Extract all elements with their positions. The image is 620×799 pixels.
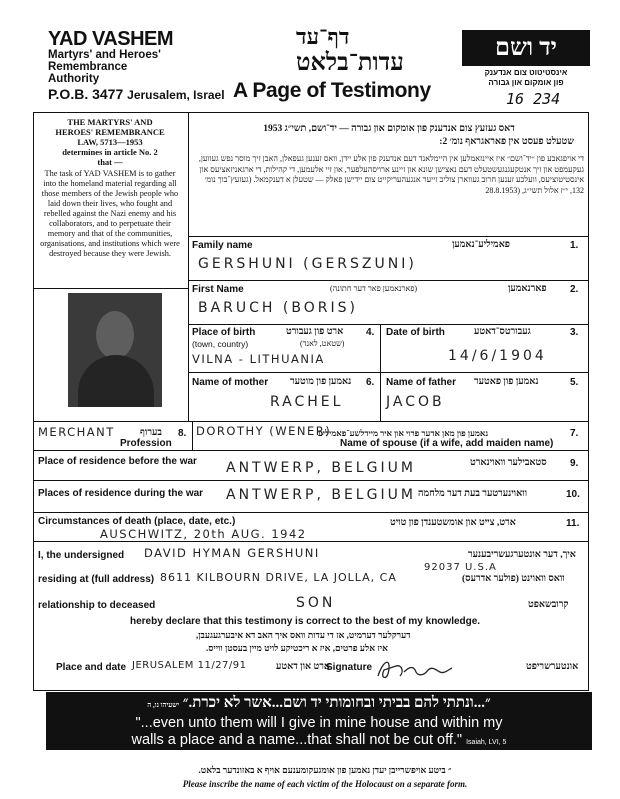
law-line-4: determines in article No. 2 (62, 147, 158, 157)
logo-subtitle-1: אינסטיטוט צום אנדענק (484, 68, 568, 77)
victim-photo (68, 293, 162, 407)
scripture-english-2-text: walls a place and a name...that shall not be cut off." (131, 732, 463, 748)
row-divider-1 (188, 236, 589, 237)
mother-name-label: Name of mother (192, 377, 269, 388)
separate-form-note-yiddish: ״ ביטע אויפשרייבן יעדן נאמען פון אומגעקומענעם אויף א באזונדער בלאט. (198, 765, 452, 775)
field-11-number: 11. (566, 518, 580, 529)
field-3-number: 3. (570, 327, 579, 338)
hebrew-title-2: עדות־בלאט (296, 50, 404, 76)
place-date-value[interactable]: JERUSALEM 11/27/91 (132, 660, 247, 671)
law-heading-yiddish: דאס געזעץ צום אנדענק פון אומקום און גבורה — יד־ושם, תשי״ג 1953 (263, 124, 515, 134)
org-address (48, 86, 225, 102)
scripture-english-ref: Isaiah, LVI, 5 (466, 739, 507, 746)
date-of-birth-value[interactable]: 14/6/1904 (448, 348, 547, 364)
father-name-label: Name of father (386, 377, 457, 388)
photo-shoulders (78, 355, 154, 407)
page-title: A Page of Testimony (233, 79, 431, 102)
residence-before-war-label: Place of residence before the war (38, 456, 197, 467)
undersigned-value[interactable]: DAVID HYMAN GERSHUNI (144, 546, 320, 560)
org-subtitle-2: Remembrance (48, 61, 128, 73)
field-9-number: 9. (570, 458, 579, 469)
zip-value[interactable]: 92037 U.S.A (424, 562, 497, 573)
field-8-number: 8. (178, 428, 187, 439)
place-of-birth-value[interactable]: VILNA - LITHUANIA (192, 352, 325, 366)
profession-label: Profession (120, 438, 172, 449)
place-of-birth-label: Place of birth (192, 327, 256, 338)
spouse-name-label: Name of spouse (if a wife, add maiden name) (340, 438, 554, 449)
place-of-birth-sublabel: (town, country) (192, 339, 249, 349)
row-divider-2 (188, 280, 589, 281)
first-name-value[interactable]: BARUCH (BORIS) (198, 300, 358, 316)
place-date-label-yiddish: ארט און דאטע (276, 662, 330, 672)
profession-value[interactable]: MERCHANT (38, 425, 115, 439)
date-of-birth-label: Date of birth (386, 327, 445, 338)
address-label: residing at (full address) (38, 574, 155, 585)
row-divider-4 (188, 372, 589, 373)
separate-form-note: Please inscribe the name of each victim of the Holocaust on a separate form. (182, 779, 468, 789)
logo-subtitle (458, 68, 594, 88)
law-paragraph-yiddish (194, 154, 584, 196)
organization-name (48, 29, 248, 85)
law-line-3: LAW, 5713—1953 (77, 137, 143, 147)
undersigned-label: I, the undersigned (38, 550, 125, 561)
relationship-value[interactable]: SON (296, 595, 336, 611)
residence-during-war-label-yiddish: וואוינערטער בעת דער מלחמה (418, 489, 528, 499)
mother-name-label-yiddish: נאמען פון מוטער (290, 377, 352, 387)
field-4-number: 4. (366, 327, 375, 338)
pob: P.O.B. 3477 (48, 86, 124, 102)
residence-before-war-value[interactable]: ANTWERP, BELGIUM (226, 460, 416, 476)
yad-vashem-logo: יד ושם (462, 30, 590, 66)
org-title: YAD VASHEM (48, 28, 174, 50)
scripture-hebrew-text: ״...ונתתי להם בביתי ובחומותי יד ושם...אשר לא יכרת.״ (182, 695, 491, 711)
row-divider-7 (33, 480, 589, 481)
law-subheading-yiddish: שטעלט פעסט אין פאראגראף נומ׳ 2: (439, 137, 574, 147)
family-name-value[interactable]: GERSHUNI (GERSZUNI) (198, 256, 417, 272)
row-divider-9 (33, 541, 589, 542)
father-name-value[interactable]: JACOB (386, 394, 445, 410)
residence-during-war-value[interactable]: ANTWERP, BELGIUM (226, 487, 416, 503)
signature-mark (374, 656, 454, 682)
signature-label: Signature (326, 662, 373, 673)
hebrew-title-1: דף־עד (296, 24, 350, 49)
date-of-birth-label-yiddish: געבורטס־דאטע (474, 327, 531, 337)
archive-number: 16 234 (506, 90, 561, 108)
circumstances-of-death-label-yiddish: ארט, צייט און אומשטענדן פון טויט (390, 518, 516, 528)
law-paragraph-text: די אויפגאבע פון ״יד־ושם״ איז איינזאמלען אין היימלאנד דעם אנדענק פון אלע יידן, וואס זענען געפאלן, האבן זיך מוסר נפש געווען, געקעמפט און זיך אנטקעגנגעשטעלט דעם נאצישן שונא און זיינע ארויסהעלפער, און זיי אלעמען, די קהילות, די ארגאניזאציעס און אינסטיטוציעס, וועלכע זענען חרוב געווארן צוליב זייער אנגעהעריקייט צום יידישן פאלק — שטעלן א דענקמאל. (198, 154, 584, 184)
scripture-english-1: "...even unto them will I give in mine house and within my (135, 715, 503, 731)
row-divider-3 (188, 324, 589, 325)
scripture-english-2 (46, 732, 592, 748)
declaration-yiddish-2: איז אלע פרטים, איז א ריכטיקע לויט מיין בעסטן ווייס. (206, 643, 388, 653)
profession-label-yiddish: בערוף (140, 428, 162, 438)
logo-subtitle-2: פון אומקום און גבורה (488, 78, 564, 87)
row-divider-5 (33, 421, 589, 422)
law-text: The task of YAD VASHEM is to gather into the homeland material regarding all those members of the Jewish people who laid down their lives, who fought and rebelled against the Nazi enemy and his collaborators, and to perpetuate their memory and that of the communities, organisations, and institutions which were destroyed because they were Jewish. (40, 169, 180, 258)
field-6-number: 6. (366, 377, 375, 388)
family-name-label: Family name (192, 240, 253, 251)
first-name-label-yiddish-sub: (פארנאמען פאר דער חתונה) (330, 284, 418, 293)
row-divider-6 (33, 450, 589, 451)
org-subtitle-1: Martyrs' and Heroes' (48, 49, 161, 61)
family-name-label-yiddish: פאמיליע־נאמען (452, 240, 510, 250)
first-name-label-yiddish: פארנאמען (508, 284, 547, 294)
relationship-label-yiddish: קרובשאפט (528, 600, 569, 610)
address-label-yiddish: וואס וואוינט (פולער אדרעס) (462, 574, 565, 584)
law-line-1: THE MARTYRS' AND (67, 117, 153, 127)
row-divider-8 (33, 512, 589, 513)
photo-face (96, 311, 134, 359)
first-name-label: First Name (192, 284, 244, 295)
org-subtitle-3: Authority (48, 73, 100, 85)
relationship-label: relationship to deceased (38, 600, 156, 611)
law-paragraph-citation: (געזעץ־בוך נומ׳ 132, י״ז אלול תשי״ג, (28.8.1953 (204, 175, 584, 195)
circumstances-of-death-value[interactable]: AUSCHWITZ, 20th AUG. 1942 (100, 527, 307, 541)
scripture-hebrew (46, 695, 592, 712)
place-of-birth-label-yiddish: ארט פון געבורט (286, 327, 344, 337)
scripture-band (46, 692, 592, 750)
signature-label-yiddish: אונטערשריפט (526, 662, 579, 672)
mother-name-value[interactable]: RACHEL (270, 394, 344, 410)
place-date-label: Place and date (56, 662, 127, 673)
field-1-number: 1. (570, 240, 579, 251)
field-2-number: 2. (570, 284, 579, 295)
spouse-name-value[interactable]: DOROTHY (WENER) (196, 424, 332, 438)
field-7-number: 7. (570, 428, 579, 439)
law-line-5: that — (97, 157, 123, 167)
field-10-number: 10. (566, 489, 580, 500)
field-divider-profession (192, 421, 193, 450)
city: Jerusalem, Israel (127, 88, 225, 102)
scripture-hebrew-ref: ישעיהו נו, ה (147, 701, 180, 709)
column-divider (188, 112, 189, 421)
residence-before-war-label-yiddish: סטאבילער וואוינארט (470, 458, 547, 468)
law-line-2: HEROES' REMEMBRANCE (55, 127, 165, 137)
law-box (36, 115, 184, 285)
circumstances-of-death-label: Circumstances of death (place, date, etc.) (38, 516, 236, 527)
undersigned-label-yiddish: איך, דער אונטערגעשריבענער (468, 550, 576, 560)
spouse-name-label-yiddish: נאמען פון מאן אדער פרוי און איר מיידלשע־פאמיליע (318, 428, 489, 438)
declaration-text: hereby declare that this testimony is correct to the best of my knowledge. (130, 616, 481, 627)
father-name-label-yiddish: נאמען פון פאטער (474, 377, 539, 387)
place-of-birth-sublabel-yiddish: (שטאט, לאנד) (300, 339, 345, 348)
residence-during-war-label: Places of residence during the war (38, 488, 204, 499)
declaration-yiddish-1: דערקלער דערמיט, אז די עדות וואס איך האב דא איבערגעגעבן, (196, 630, 411, 640)
law-box-divider (33, 288, 188, 289)
field-5-number: 5. (570, 377, 579, 388)
address-value[interactable]: 8611 KILBOURN DRIVE, LA JOLLA, CA (160, 571, 397, 584)
